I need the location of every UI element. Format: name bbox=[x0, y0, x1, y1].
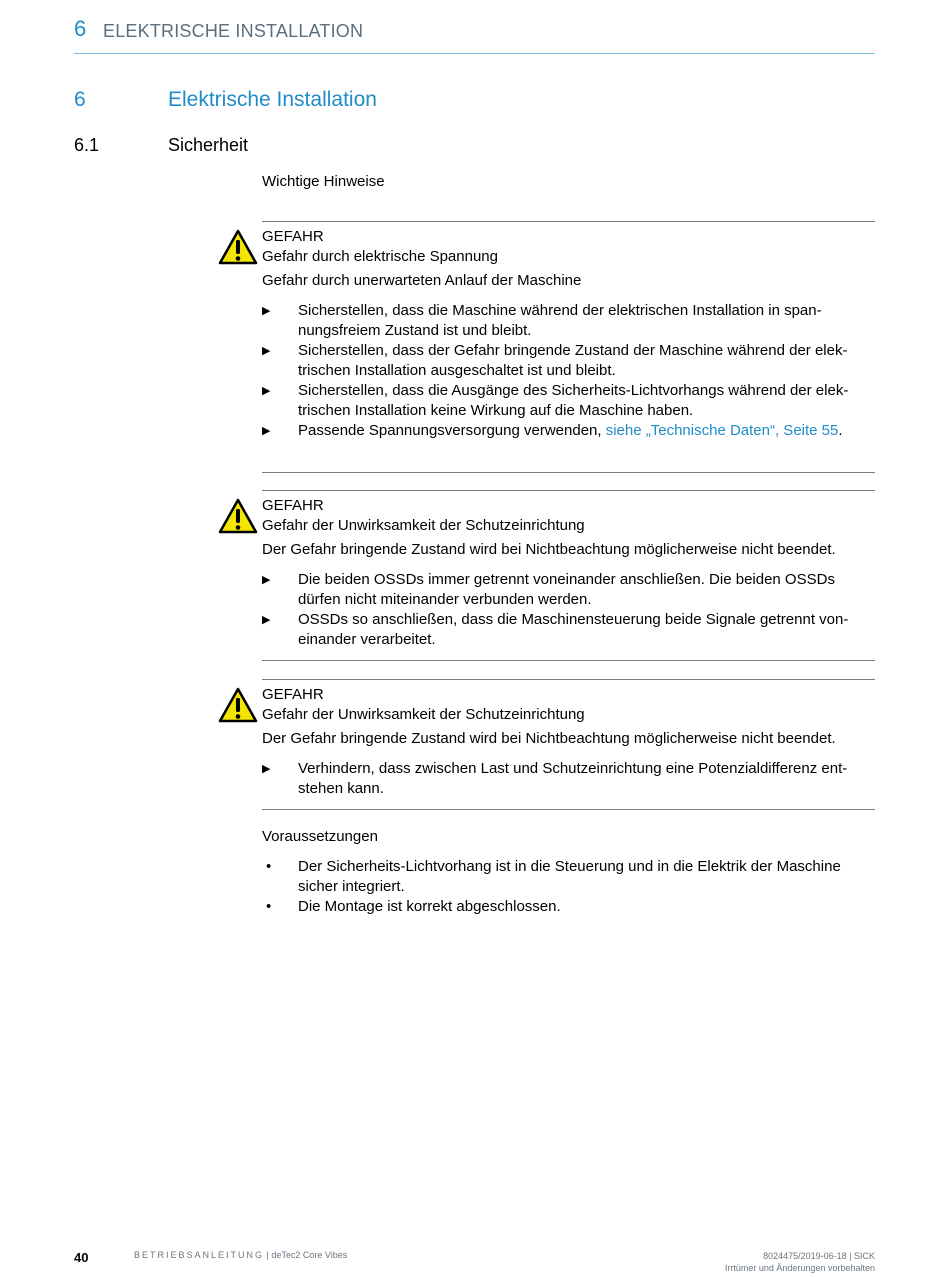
step-item: ▶ Verhindern, dass zwischen Last und Schutzeinrichtung eine Potenzialdifferenz ent-stehen kann. bbox=[262, 760, 848, 797]
step-arrow-icon: ▶ bbox=[262, 763, 271, 775]
step-item: ▶ Sicherstellen, dass die Ausgänge des Sicherheits-Lichtvorhangs während der elek-trischen Installation keine Wirkung auf die Maschine haben. bbox=[262, 382, 849, 419]
consequence-text: Der Gefahr bringende Zustand wird bei Nichtbeachtung möglicherweise nicht beendet. bbox=[262, 730, 836, 747]
warning-bottom-rule bbox=[262, 660, 875, 661]
signal-word: GEFAHR bbox=[262, 497, 324, 514]
footer-document bbox=[134, 1250, 347, 1260]
product-name: deTec2 Core Vibes bbox=[271, 1250, 348, 1260]
step-item: ▶ Die beiden OSSDs immer getrennt voneinander anschließen. Die beiden OSSDs dürfen nicht miteinander verbunden werden. bbox=[262, 571, 835, 608]
step-arrow-icon: ▶ bbox=[262, 345, 271, 357]
hazard-text: Gefahr der Unwirksamkeit der Schutzeinrichtung bbox=[262, 706, 585, 723]
subheading: Wichtige Hinweise bbox=[262, 173, 385, 190]
signal-word: GEFAHR bbox=[262, 686, 324, 703]
header-chapter-title: ELEKTRISCHE INSTALLATION bbox=[103, 21, 364, 41]
prerequisites-list bbox=[262, 857, 875, 917]
warning-box bbox=[218, 490, 875, 661]
warning-top-rule bbox=[262, 490, 875, 491]
consequence-text: Der Gefahr bringende Zustand wird bei Nichtbeachtung möglicherweise nicht beendet. bbox=[262, 541, 836, 558]
list-item: • Die Montage ist korrekt abgeschlossen. bbox=[266, 898, 561, 915]
heading2-number: 6.1 bbox=[74, 135, 100, 155]
warning-box bbox=[218, 221, 875, 473]
heading1-title: Elektrische Installation bbox=[168, 88, 377, 111]
hazard-text: Gefahr der Unwirksamkeit der Schutzeinrichtung bbox=[262, 517, 585, 534]
header-rule bbox=[74, 53, 875, 54]
step-arrow-icon: ▶ bbox=[262, 574, 271, 586]
header-chapter-number: 6 bbox=[74, 16, 87, 41]
footer-separator: | bbox=[264, 1250, 272, 1260]
step-list bbox=[262, 301, 875, 441]
step-item: ▶ Passende Spannungsversorgung verwenden, siehe „Technische Daten“, Seite 55. bbox=[262, 422, 843, 439]
consequence-text: Gefahr durch unerwarteten Anlauf der Maschine bbox=[262, 272, 582, 289]
list-item: • Der Sicherheits-Lichtvorhang ist in die Steuerung und in die Elektrik der Maschine sicher integriert. bbox=[266, 858, 841, 895]
doc-type: BETRIEBSANLEITUNG bbox=[134, 1250, 265, 1260]
page-number: 40 bbox=[74, 1250, 89, 1265]
step-item: ▶ Sicherstellen, dass der Gefahr bringende Zustand der Maschine während der elek-trischen Installation ausgeschaltet ist und bleibt. bbox=[262, 342, 848, 379]
warning-top-rule bbox=[262, 679, 875, 680]
warning-triangle-icon bbox=[218, 687, 258, 723]
warning-box bbox=[218, 679, 875, 810]
warning-top-rule bbox=[262, 221, 875, 222]
step-arrow-icon: ▶ bbox=[262, 305, 271, 317]
step-item: ▶ OSSDs so anschließen, dass die Maschinensteuerung beide Signale getrennt von-einander verarbeitet. bbox=[262, 611, 849, 648]
step-arrow-icon: ▶ bbox=[262, 385, 271, 397]
signal-word: GEFAHR bbox=[262, 228, 324, 245]
step-arrow-icon: ▶ bbox=[262, 614, 271, 626]
doc-reference: 8024475/2019-06-18 | SICK bbox=[763, 1251, 875, 1261]
hazard-text: Gefahr durch elektrische Spannung bbox=[262, 248, 498, 265]
heading2-title: Sicherheit bbox=[168, 135, 249, 155]
step-arrow-icon: ▶ bbox=[262, 425, 271, 437]
heading1-number: 6 bbox=[74, 88, 86, 111]
footer-reference bbox=[725, 1250, 875, 1274]
bullet-icon: • bbox=[266, 898, 272, 915]
step-list bbox=[262, 570, 875, 650]
warning-triangle-icon bbox=[218, 229, 258, 265]
warning-triangle-icon bbox=[218, 498, 258, 534]
technical-data-link[interactable]: siehe „Technische Daten“, Seite 55 bbox=[605, 422, 839, 439]
warning-bottom-rule bbox=[262, 809, 875, 810]
prerequisites-title: Voraussetzungen bbox=[262, 828, 378, 845]
step-list bbox=[262, 759, 875, 799]
warning-bottom-rule bbox=[262, 472, 875, 473]
disclaimer: Irrtümer und Änderungen vorbehalten bbox=[724, 1263, 875, 1273]
step-item: ▶ Sicherstellen, dass die Maschine während der elektrischen Installation in span-nungsfreiem Zustand ist und bleibt. bbox=[262, 302, 822, 339]
bullet-icon: • bbox=[266, 858, 272, 875]
